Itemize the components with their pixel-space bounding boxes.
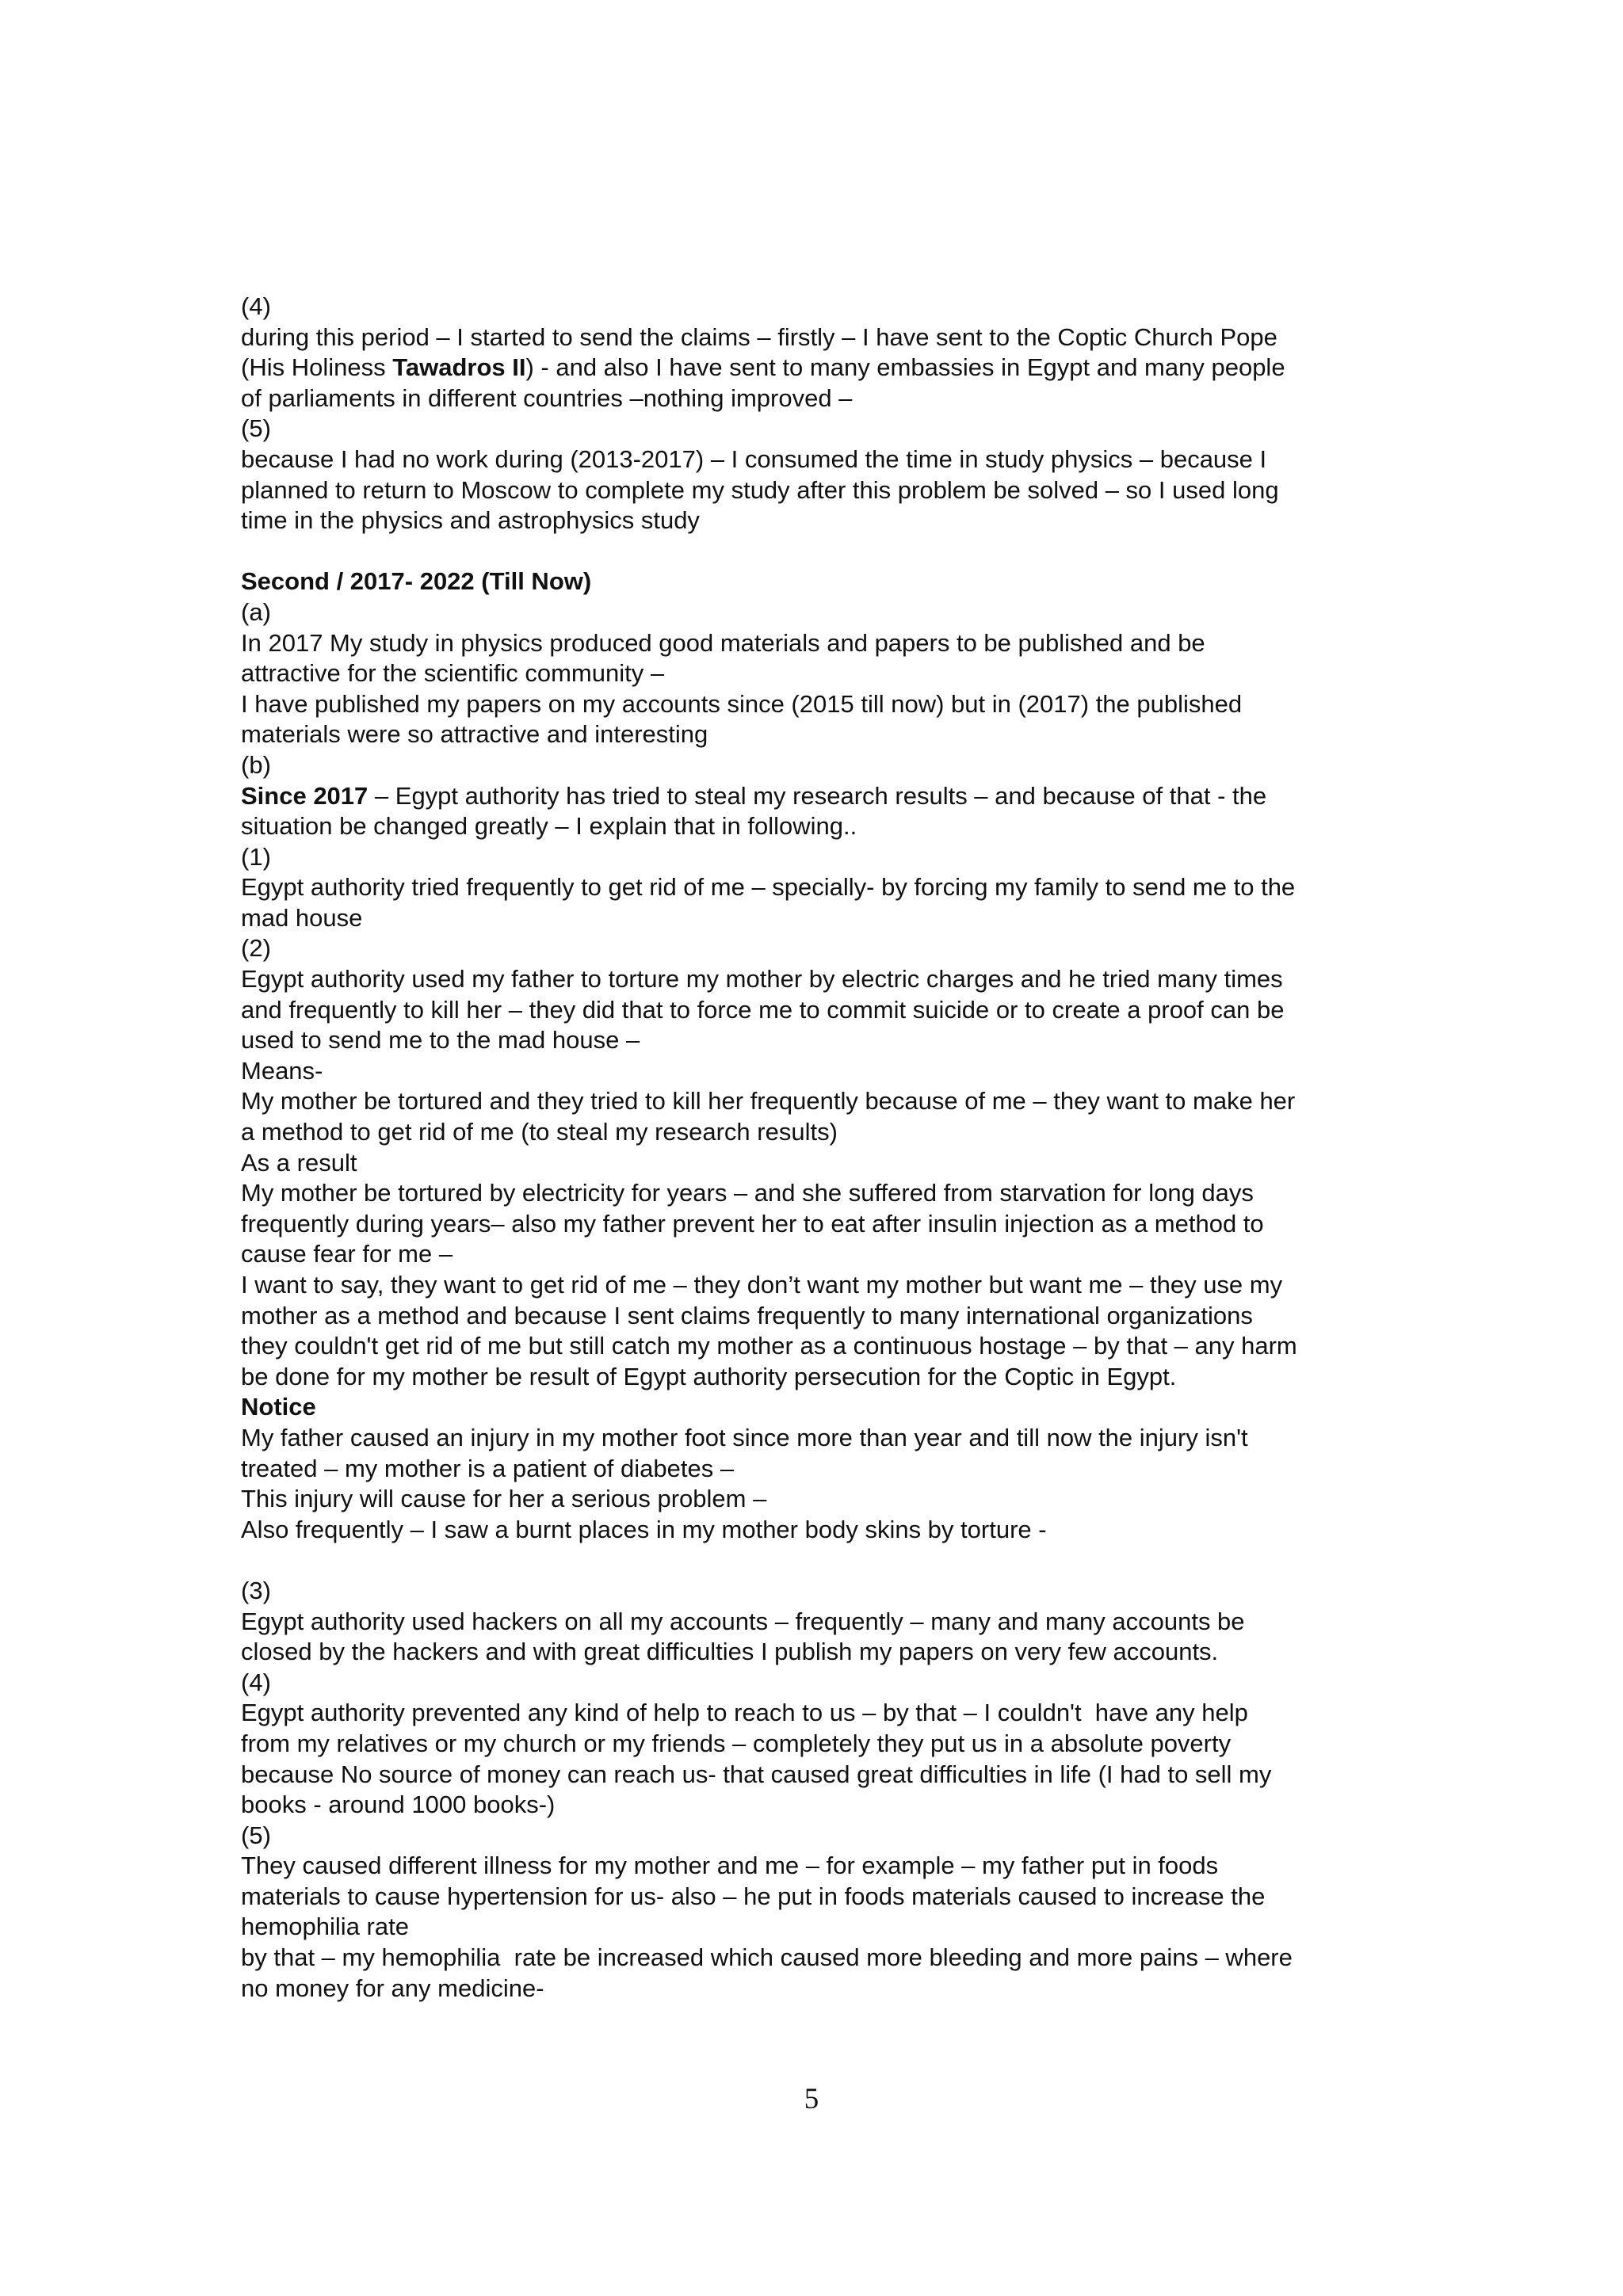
text-line: (a) (241, 597, 271, 626)
text-line: treated – my mother is a patient of diabetes – (241, 1454, 735, 1482)
text-line: materials to cause hypertension for us- also – he put in foods materials caused to increase the (241, 1882, 1266, 1910)
text-line: My mother be tortured and they tried to kill her frequently because of me – they want to make her (241, 1087, 1296, 1116)
text-line: and frequently to kill her – they did that to force me to commit suicide or to create a proof can be (241, 995, 1285, 1024)
text-line: from my relatives or my church or my friends – completely they put us in a absolute poverty (241, 1729, 1232, 1757)
text-line: because No source of money can reach us- that caused great difficulties in life (I had to sell my (241, 1760, 1272, 1788)
text-line: (5) (241, 414, 271, 443)
text-line: mother as a method and because I sent claims frequently to many international organizations (241, 1301, 1253, 1329)
blank-line (241, 536, 1398, 567)
document-body (241, 292, 1398, 2004)
text-line: (b) (241, 750, 271, 779)
text-line: My father caused an injury in my mother foot since more than year and till now the injury isn't (241, 1423, 1248, 1451)
blank-line (241, 1545, 1398, 1576)
text-line: cause fear for me – (241, 1240, 453, 1268)
text-line: Egypt authority used my father to torture my mother by electric charges and he tried many times (241, 965, 1283, 994)
text-line: they couldn't get rid of me but still catch my mother as a continuous hostage – by that – any harm (241, 1332, 1297, 1360)
text-line: of parliaments in different countries –nothing improved – (241, 383, 853, 412)
text-line: (3) (241, 1576, 271, 1604)
text-line: (4) (241, 1668, 271, 1696)
text-line: My mother be tortured by electricity for years – and she suffered from starvation for long days (241, 1179, 1254, 1207)
notice-heading: Notice (241, 1393, 316, 1421)
text-line: planned to return to Moscow to complete my study after this problem be solved – so I used long (241, 475, 1279, 504)
text-line: (4) (241, 292, 271, 320)
text-line: closed by the hackers and with great difficulties I publish my papers on very few accounts. (241, 1638, 1219, 1666)
text-line: Egypt authority tried frequently to get rid of me – specially- by forcing my family to send me to the (241, 873, 1296, 902)
text-line: Egypt authority prevented any kind of help to reach to us – by that – I couldn't have any help (241, 1699, 1248, 1727)
text-line: Also frequently – I saw a burnt places in my mother body skins by torture - (241, 1515, 1047, 1543)
text-line: books - around 1000 books-) (241, 1791, 556, 1819)
text-line: Means- (241, 1056, 323, 1085)
bold-lead: Since 2017 (241, 781, 369, 810)
text-line: used to send me to the mad house – (241, 1026, 640, 1055)
text-line: They caused different illness for my mother and me – for example – my father put in foods (241, 1852, 1219, 1880)
text-line: hemophilia rate (241, 1913, 409, 1941)
text-line: mad house (241, 903, 363, 932)
text-line: time in the physics and astrophysics study (241, 506, 700, 535)
text-line: Egypt authority used hackers on all my accounts – frequently – many and many accounts be (241, 1607, 1245, 1635)
text-line: (1) (241, 842, 271, 871)
text-line: As a result (241, 1148, 357, 1177)
text-line: a method to get rid of me (to steal my research results) (241, 1118, 838, 1146)
text-line: no money for any medicine- (241, 1974, 544, 2002)
text-line: during this period – I started to send the claims – firstly – I have sent to the Coptic Church Pope (241, 322, 1277, 351)
text-line: because I had no work during (2013-2017) – I consumed the time in study physics – because I (241, 444, 1267, 473)
section-heading: Second / 2017- 2022 (Till Now) (241, 567, 592, 596)
text-line: I want to say, they want to get rid of me – they don’t want my mother but want me – they use my (241, 1271, 1283, 1299)
text-line: by that – my hemophilia rate be increased which caused more bleeding and more pains – where (241, 1943, 1293, 1972)
text-line: I have published my papers on my accounts since (2015 till now) but in (2017) the published (241, 689, 1243, 718)
text-line: materials were so attractive and interesting (241, 720, 708, 749)
bold-name: Tawadros II (392, 353, 526, 382)
text-line: frequently during years– also my father prevent her to eat after insulin injection as a method to (241, 1209, 1264, 1238)
text-line: Since 2017 – Egypt authority has tried to steal my research results – and because of that - the (241, 781, 1267, 810)
text-line: attractive for the scientific community – (241, 659, 665, 688)
text-line: This injury will cause for her a serious problem – (241, 1485, 767, 1513)
page-number: 5 (804, 2083, 819, 2115)
text-line: (His Holiness Tawadros II) - and also I have sent to many embassies in Egypt and many people (241, 353, 1285, 382)
text-line: be done for my mother be result of Egypt authority persecution for the Coptic in Egypt. (241, 1362, 1177, 1390)
text-line: In 2017 My study in physics produced good materials and papers to be published and be (241, 628, 1205, 657)
text-line: (2) (241, 934, 271, 963)
text-line: situation be changed greatly – I explain that in following.. (241, 812, 857, 841)
text-line: (5) (241, 1821, 271, 1849)
